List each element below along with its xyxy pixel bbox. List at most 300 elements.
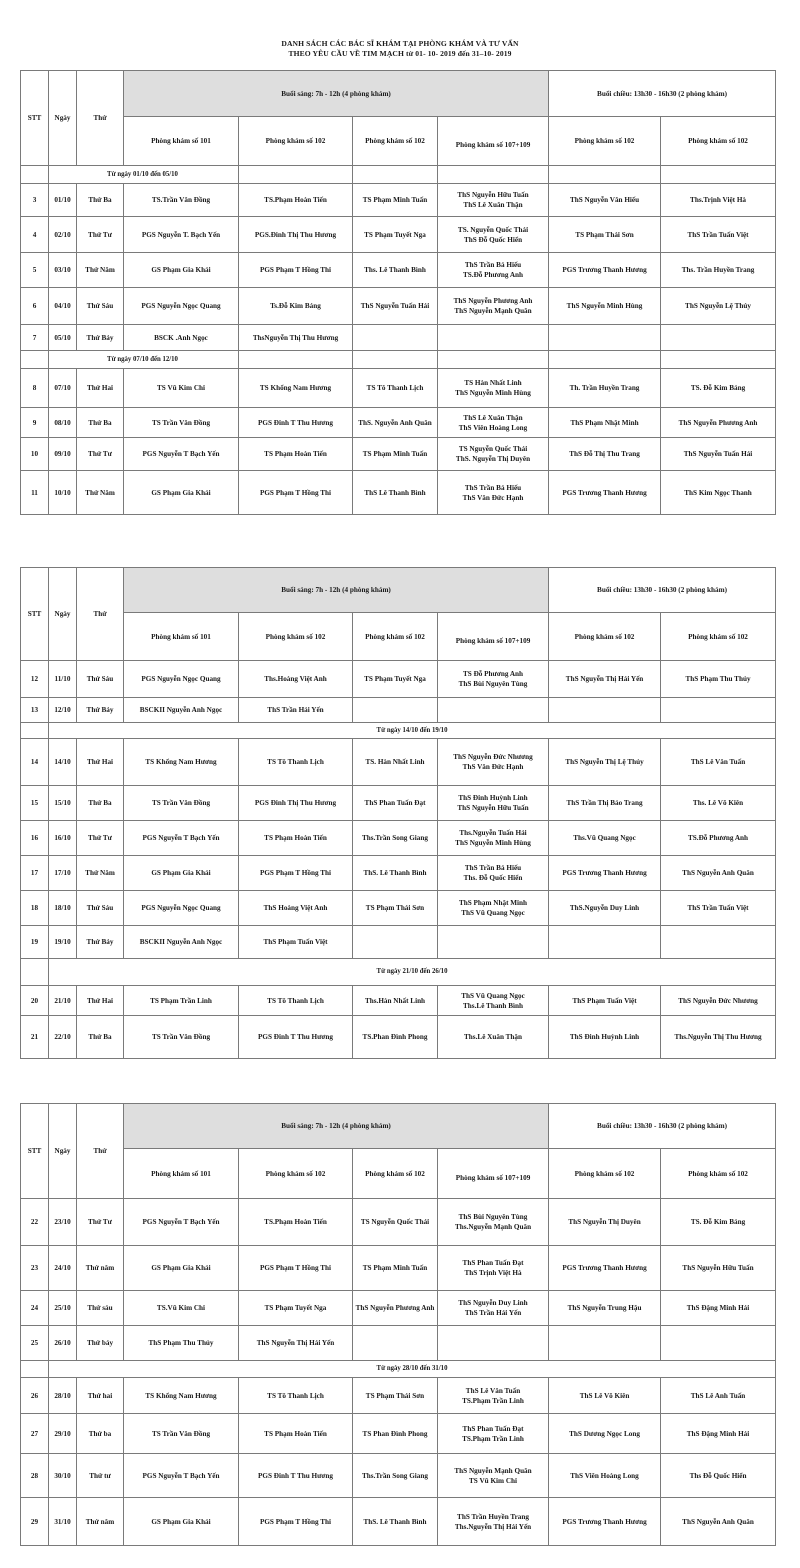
doctor-name: TS Trần Văn Đồng xyxy=(151,1429,211,1438)
doctor-name: PGS Trương Thanh Hương xyxy=(562,1517,647,1526)
date-cell: 22/10 xyxy=(49,1016,77,1059)
room-header: Phòng khám số 102 xyxy=(239,1149,353,1199)
doctor-name: TS Phạm Thái Sơn xyxy=(365,1391,425,1400)
date-cell: 01/10 xyxy=(49,184,77,217)
schedule-table xyxy=(20,70,776,515)
doctor-cell xyxy=(353,1016,438,1059)
date-cell: 08/10 xyxy=(49,408,77,438)
doctor-name: TS Tô Thanh Lịch xyxy=(267,1391,324,1400)
doctor-name: ThS Bùi Nguyên Tùng xyxy=(458,680,528,688)
schedule-row xyxy=(21,438,776,471)
doctor-name: TS Nguyễn Quốc Thái xyxy=(360,1218,430,1226)
doctor-name: ThS Dương Ngọc Long xyxy=(569,1429,640,1438)
doctor-cell xyxy=(239,1326,353,1361)
schedule-row xyxy=(21,471,776,515)
room-header: Phòng khám số 102 xyxy=(239,117,353,166)
weekday-cell: Thứ Hai xyxy=(77,986,124,1016)
doctor-cell xyxy=(438,325,549,351)
doctor-name: TS Trần Văn Đồng xyxy=(151,1033,211,1041)
doctor-name: TS Khổng Nam Hương xyxy=(145,1391,217,1400)
date-cell: 11/10 xyxy=(49,661,77,698)
stt-cell: 5 xyxy=(21,253,49,288)
stt-cell: 14 xyxy=(21,739,49,786)
stt-cell: 4 xyxy=(21,217,49,253)
doctor-name: Ths.Lê Xuân Thận xyxy=(464,1033,523,1041)
schedule-row xyxy=(21,1498,776,1546)
stt-cell: 26 xyxy=(21,1378,49,1414)
doctor-cell xyxy=(124,1016,239,1059)
doctor-name: Ths.Nguyễn Thị Hải Yến xyxy=(454,1522,532,1531)
doctor-name: PGS Trương Thanh Hương xyxy=(562,266,647,274)
stt-cell: 27 xyxy=(21,1414,49,1454)
doctor-cell xyxy=(353,1199,438,1246)
doctor-cell xyxy=(438,217,549,253)
date-cell: 21/10 xyxy=(49,986,77,1016)
doctor-name: PGS Trương Thanh Hương xyxy=(562,488,647,497)
header-row xyxy=(21,71,776,117)
date-cell: 10/10 xyxy=(49,471,77,515)
section-blank-cell xyxy=(661,166,776,184)
schedule-row xyxy=(21,288,776,325)
doctor-cell xyxy=(661,1498,776,1546)
room-header: Phòng khám số 102 xyxy=(353,613,438,661)
doctor-cell xyxy=(549,698,661,723)
doctor-cell xyxy=(124,1199,239,1246)
doctor-cell xyxy=(549,288,661,325)
doctor-name: TS Tô Thanh Lịch xyxy=(267,996,324,1005)
doctor-name: PGS Nguyễn T Bạch Yến xyxy=(142,1471,220,1480)
doctor-cell xyxy=(661,1414,776,1454)
date-cell: 07/10 xyxy=(49,369,77,408)
stt-cell: 8 xyxy=(21,369,49,408)
doctor-name: ThS Trịnh Việt Hà xyxy=(464,1269,522,1277)
doctor-cell xyxy=(239,1016,353,1059)
doctor-cell xyxy=(353,926,438,959)
doctor-name: TS Phạm Thái Sơn xyxy=(365,904,425,912)
doctor-cell xyxy=(353,325,438,351)
doctor-cell xyxy=(353,1454,438,1498)
doctor-name: ThS Lê Văn Tuấn xyxy=(465,1386,521,1395)
doctor-name: TS Phạm Hoàn Tiến xyxy=(264,450,327,458)
doctor-name: ThS Lê Võ Kiên xyxy=(579,1391,630,1400)
doctor-name: Ths.Hàn Nhất Linh xyxy=(364,996,426,1005)
doctor-name: Ts.Đỗ Kim Bảng xyxy=(270,302,321,310)
doctor-name: TS. Đỗ Kim Bảng xyxy=(690,1218,746,1226)
doctor-name: GS Phạm Gia Khải xyxy=(151,488,211,497)
week-range-label: Từ ngày 01/10 đến 05/10 xyxy=(49,166,239,184)
doctor-name: ThS Nguyễn Thị Hải Yến xyxy=(565,675,644,683)
doctor-cell xyxy=(661,184,776,217)
schedule-row xyxy=(21,739,776,786)
section-blank-cell xyxy=(438,166,549,184)
doctor-cell xyxy=(353,369,438,408)
room-header: Phòng khám số 107+109 xyxy=(438,117,549,166)
doctor-name: TS Khổng Nam Hương xyxy=(259,384,332,392)
weekday-cell: Thứ Bảy xyxy=(77,926,124,959)
doctor-name: BSCKII Nguyễn Anh Ngọc xyxy=(139,706,223,714)
doctor-name: ThS Nguyễn Minh Hùng xyxy=(566,302,643,310)
schedule-row xyxy=(21,1326,776,1361)
title-line-2: THEO YÊU CẦU VỀ TIM MẠCH từ 01- 10- 2019 đến 31–10- 2019 xyxy=(288,48,512,58)
doctor-cell xyxy=(124,1414,239,1454)
doctor-name: ThS Nguyễn Tuấn Hải xyxy=(360,302,430,310)
doctor-name: PGS Đinh T Thu Hương xyxy=(257,1033,333,1041)
doctor-name: Ths.Nguyễn Mạnh Quân xyxy=(454,1223,532,1231)
doctor-cell xyxy=(353,288,438,325)
doctor-name: ThS Đỗ Thị Thu Trang xyxy=(569,450,640,458)
section-stt-blank xyxy=(21,1361,49,1378)
doctor-name: Ths Đỗ Quốc Hiển xyxy=(689,1471,747,1480)
stt-cell: 23 xyxy=(21,1246,49,1291)
section-stt-blank xyxy=(21,166,49,184)
doctor-name: ThS Nguyễn Trung Hậu xyxy=(567,1304,642,1312)
room-header-row xyxy=(21,117,776,166)
doctor-name: TS Phạm Tuyết Nga xyxy=(364,675,426,683)
doctor-name: ThS Vũ Quang Ngọc xyxy=(461,909,525,917)
doctor-name: ThS Phạm Tuấn Việt xyxy=(572,996,637,1005)
doctor-name: Ths.Trịnh Việt Hà xyxy=(690,196,747,204)
room-header: Phòng khám số 107+109 xyxy=(438,613,549,661)
date-cell: 16/10 xyxy=(49,821,77,856)
doctor-cell xyxy=(239,1199,353,1246)
doctor-name: TS.Phạm Hoàn Tiến xyxy=(264,1218,327,1226)
doctor-cell xyxy=(549,1291,661,1326)
date-cell: 18/10 xyxy=(49,891,77,926)
doctor-name: TS. Hàn Nhất Linh xyxy=(365,758,425,766)
doctor-name: PGS Nguyễn Ngọc Quang xyxy=(141,675,221,683)
room-header-row xyxy=(21,613,776,661)
doctor-name: PGS Phạm T Hồng Thi xyxy=(259,869,332,877)
doctor-cell xyxy=(124,698,239,723)
doctor-name: ThS Đặng Minh Hải xyxy=(686,1304,750,1312)
doctor-name: Ths.Trần Song Giang xyxy=(362,834,428,842)
schedule-row xyxy=(21,408,776,438)
weekday-cell: Thứ tư xyxy=(77,1454,124,1498)
doctor-cell xyxy=(549,325,661,351)
schedule-row xyxy=(21,786,776,821)
date-cell: 04/10 xyxy=(49,288,77,325)
doctor-cell xyxy=(353,408,438,438)
doctor-cell xyxy=(124,288,239,325)
afternoon-session-header: Buổi chiều: 13h30 - 16h30 (2 phòng khám) xyxy=(549,1104,776,1149)
weekday-cell: Thứ Hai xyxy=(77,369,124,408)
date-cell: 30/10 xyxy=(49,1454,77,1498)
doctor-cell xyxy=(661,408,776,438)
doctor-name: BSCKII Nguyễn Anh Ngọc xyxy=(139,938,223,946)
doctor-name: ThS Trần Tuấn Việt xyxy=(687,230,749,239)
doctor-cell xyxy=(239,661,353,698)
doctor-name: TS.Đỗ Phương Anh xyxy=(463,271,524,279)
doctor-cell xyxy=(438,739,549,786)
doctor-cell xyxy=(239,253,353,288)
doctor-cell xyxy=(124,986,239,1016)
doctor-name: ThS Văn Đức Hạnh xyxy=(462,763,524,771)
doctor-name: PGS Nguyễn Ngọc Quang xyxy=(141,302,221,310)
doctor-cell xyxy=(438,1498,549,1546)
doctor-name: TS.Phạm Trần Linh xyxy=(462,1434,524,1443)
weekday-cell: Thứ Sáu xyxy=(77,288,124,325)
morning-session-header: Buổi sáng: 7h - 12h (4 phòng khám) xyxy=(124,1104,549,1149)
stt-cell: 28 xyxy=(21,1454,49,1498)
doctor-name: TS Đỗ Phương Anh xyxy=(463,670,524,678)
afternoon-session-header: Buổi chiều: 13h30 - 16h30 (2 phòng khám) xyxy=(549,71,776,117)
doctor-name: PGS Đinh T Thu Hương xyxy=(257,1471,333,1480)
doctor-cell xyxy=(239,739,353,786)
doctor-cell xyxy=(661,288,776,325)
schedule-row xyxy=(21,1454,776,1498)
doctor-name: TS Phạm Minh Tuấn xyxy=(362,450,428,458)
doctor-cell xyxy=(438,288,549,325)
date-cell: 24/10 xyxy=(49,1246,77,1291)
schedule-row xyxy=(21,369,776,408)
doctor-cell xyxy=(661,1454,776,1498)
section-blank-cell xyxy=(549,351,661,369)
doctor-name: BSCK .Anh Ngọc xyxy=(154,333,208,342)
section-blank-cell xyxy=(239,166,353,184)
doctor-name: ThS Đỗ Quốc Hiển xyxy=(463,235,523,244)
doctor-name: Ths. Đỗ Quốc Hiển xyxy=(463,874,523,882)
doctor-name: TS Hàn Nhất Linh xyxy=(464,379,522,387)
doctor-cell xyxy=(239,369,353,408)
doctor-cell xyxy=(124,1291,239,1326)
doctor-name: ThS Nguyễn Hữu Tuấn xyxy=(457,191,529,199)
stt-cell: 18 xyxy=(21,891,49,926)
doctor-name: PGS Phạm T Hồng Thi xyxy=(259,488,332,497)
room-header: Phòng khám số 102 xyxy=(549,613,661,661)
schedule-row xyxy=(21,986,776,1016)
doctor-name: ThS Lê Xuân Thận xyxy=(463,201,523,209)
doctor-name: GS Phạm Gia Khải xyxy=(151,1264,211,1272)
doctor-cell xyxy=(549,739,661,786)
schedule-table xyxy=(20,1103,776,1546)
doctor-cell xyxy=(353,1326,438,1361)
date-cell: 25/10 xyxy=(49,1291,77,1326)
room-header: Phòng khám số 102 xyxy=(353,117,438,166)
week-section-row xyxy=(21,723,776,739)
doctor-name: TS Vũ Kim Chi xyxy=(157,384,205,392)
doctor-cell xyxy=(353,786,438,821)
weekday-cell: Thứ Sáu xyxy=(77,891,124,926)
doctor-cell xyxy=(353,217,438,253)
doctor-cell xyxy=(124,1246,239,1291)
weekday-cell: Thứ Tư xyxy=(77,217,124,253)
date-cell: 23/10 xyxy=(49,1199,77,1246)
doctor-cell xyxy=(239,1378,353,1414)
doctor-cell xyxy=(239,184,353,217)
schedule-row xyxy=(21,184,776,217)
doctor-cell xyxy=(549,471,661,515)
doctor-cell xyxy=(661,217,776,253)
doctor-name: Ths. Lê Thanh Bình xyxy=(364,266,426,274)
date-cell: 29/10 xyxy=(49,1414,77,1454)
section-blank-cell xyxy=(438,351,549,369)
doctor-cell xyxy=(549,926,661,959)
doctor-name: TS.Phan Đình Phong xyxy=(362,1033,428,1041)
doctor-cell xyxy=(661,926,776,959)
doctor-cell xyxy=(661,438,776,471)
doctor-name: ThS Nguyễn Hữu Tuấn xyxy=(457,804,529,812)
room-header: Phòng khám số 102 xyxy=(353,1149,438,1199)
stt-cell: 6 xyxy=(21,288,49,325)
doctor-name: ThsNguyễn Thị Thu Hương xyxy=(252,333,339,342)
room-header: Phòng khám số 102 xyxy=(661,117,776,166)
title-line-1: DANH SÁCH CÁC BÁC SĨ KHÁM TẠI PHÒNG KHÁM VÀ TƯ VẤN xyxy=(281,39,519,48)
schedule-row xyxy=(21,698,776,723)
doctor-cell xyxy=(353,1414,438,1454)
doctor-cell xyxy=(661,1326,776,1361)
doctor-name: TS Tô Thanh Lịch xyxy=(267,758,324,766)
doctor-cell xyxy=(239,288,353,325)
doctor-cell xyxy=(353,986,438,1016)
doctor-cell xyxy=(549,986,661,1016)
doctor-name: TS Vũ Kim Chi xyxy=(469,1476,518,1485)
doctor-cell xyxy=(124,856,239,891)
section-stt-blank xyxy=(21,959,49,986)
stt-cell: 3 xyxy=(21,184,49,217)
doctor-name: ThS Nguyễn Văn Hiếu xyxy=(569,196,640,204)
doctor-name: Ths.Hoàng Việt Anh xyxy=(264,675,327,683)
column-header-thu: Thứ xyxy=(77,1104,124,1199)
doctor-name: ThS Hoàng Việt Anh xyxy=(263,904,328,912)
room-header: Phòng khám số 101 xyxy=(124,117,239,166)
week-range-label: Từ ngày 28/10 đến 31/10 xyxy=(49,1361,776,1378)
weekday-cell: Thứ bảy xyxy=(77,1326,124,1361)
doctor-cell xyxy=(239,408,353,438)
date-cell: 03/10 xyxy=(49,253,77,288)
doctor-cell xyxy=(239,926,353,959)
doctor-name: TS Phạm Tuyết Nga xyxy=(264,1304,327,1312)
doctor-cell xyxy=(239,786,353,821)
doctor-name: ThS Phạm Nhật Minh xyxy=(458,899,528,907)
section-blank-cell xyxy=(353,351,438,369)
room-header: Phòng khám số 102 xyxy=(661,613,776,661)
doctor-cell xyxy=(438,1016,549,1059)
doctor-cell xyxy=(124,325,239,351)
weekday-cell: Thứ Bảy xyxy=(77,698,124,723)
doctor-name: ThS Trần Hải Yến xyxy=(267,706,324,714)
doctor-name: ThS Viên Hoàng Long xyxy=(570,1471,639,1480)
schedule-row xyxy=(21,325,776,351)
doctor-name: ThS.Nguyễn Duy Linh xyxy=(569,904,640,912)
week-section-row xyxy=(21,1361,776,1378)
room-header: Phòng khám số 101 xyxy=(124,613,239,661)
doctor-cell xyxy=(438,184,549,217)
doctor-name: Ths. Lê Võ Kiên xyxy=(692,799,744,807)
doctor-cell xyxy=(661,325,776,351)
date-cell: 17/10 xyxy=(49,856,77,891)
doctor-cell xyxy=(549,1326,661,1361)
doctor-cell xyxy=(661,856,776,891)
doctor-cell xyxy=(353,1378,438,1414)
room-header: Phòng khám số 102 xyxy=(239,613,353,661)
doctor-name: ThS. Nguyễn Thị Duyên xyxy=(455,455,531,463)
doctor-name: ThS Phan Tuấn Đạt xyxy=(462,1259,524,1267)
doctor-cell xyxy=(661,1199,776,1246)
doctor-cell xyxy=(124,1378,239,1414)
doctor-cell xyxy=(438,1326,549,1361)
weekday-cell: Thứ Năm xyxy=(77,856,124,891)
doctor-name: ThS Phạm Thu Thủy xyxy=(148,1339,214,1347)
doctor-name: TS Khổng Nam Hương xyxy=(145,758,217,766)
doctor-cell xyxy=(124,926,239,959)
column-header-stt: STT xyxy=(21,1104,49,1199)
doctor-name: ThS Phan Tuấn Đạt xyxy=(462,1424,524,1433)
doctor-name: ThS. Lê Thanh Bình xyxy=(363,1517,427,1526)
doctor-cell xyxy=(239,438,353,471)
doctor-name: ThS Nguyễn Mạnh Quân xyxy=(454,307,532,315)
doctor-cell xyxy=(353,821,438,856)
stt-cell: 7 xyxy=(21,325,49,351)
doctor-cell xyxy=(438,369,549,408)
doctor-cell xyxy=(239,891,353,926)
doctor-cell xyxy=(124,253,239,288)
doctor-name: ThS Nguyễn Đức Nhương xyxy=(678,996,758,1005)
doctor-name: ThS Nguyễn Tuấn Hải xyxy=(683,450,753,458)
doctor-cell xyxy=(124,369,239,408)
doctor-cell xyxy=(549,1199,661,1246)
doctor-name: ThS Bùi Nguyên Tùng xyxy=(458,1213,528,1221)
stt-cell: 21 xyxy=(21,1016,49,1059)
doctor-name: PGS Phạm T Hồng Thi xyxy=(259,1264,332,1272)
column-header-thu: Thứ xyxy=(77,71,124,166)
doctor-cell xyxy=(661,698,776,723)
stt-cell: 29 xyxy=(21,1498,49,1546)
column-header-ngay: Ngày xyxy=(49,568,77,661)
doctor-cell xyxy=(353,184,438,217)
doctor-cell xyxy=(438,408,549,438)
stt-cell: 24 xyxy=(21,1291,49,1326)
doctor-cell xyxy=(549,891,661,926)
doctor-cell xyxy=(661,369,776,408)
doctor-cell xyxy=(124,1454,239,1498)
doctor-name: Th. Trần Huyền Trang xyxy=(569,384,640,392)
doctor-name: ThS Nguyễn Thị Duyên xyxy=(568,1218,641,1226)
doctor-cell xyxy=(353,739,438,786)
doctor-cell xyxy=(124,891,239,926)
doctor-name: TS. Nguyễn Quốc Thái xyxy=(457,225,529,234)
doctor-cell xyxy=(661,986,776,1016)
weekday-cell: Thứ năm xyxy=(77,1246,124,1291)
doctor-cell xyxy=(438,786,549,821)
doctor-cell xyxy=(661,1378,776,1414)
doctor-name: GS Phạm Gia Khải xyxy=(151,266,211,274)
doctor-cell xyxy=(661,471,776,515)
doctor-cell xyxy=(353,253,438,288)
doctor-cell xyxy=(549,1498,661,1546)
room-header: Phòng khám số 107+109 xyxy=(438,1149,549,1199)
week-section-row xyxy=(21,166,776,184)
doctor-name: PGS Phạm T Hồng Thi xyxy=(259,1517,332,1526)
schedule-row xyxy=(21,1016,776,1059)
weekday-cell: Thứ Năm xyxy=(77,471,124,515)
header-row xyxy=(21,568,776,613)
doctor-name: ThS Phạm Nhật Minh xyxy=(570,418,639,427)
doctor-name: PGS Nguyễn T Bạch Yến xyxy=(142,450,220,458)
room-header: Phòng khám số 102 xyxy=(549,117,661,166)
doctor-cell xyxy=(438,1378,549,1414)
stt-cell: 25 xyxy=(21,1326,49,1361)
schedule-row xyxy=(21,1378,776,1414)
doctor-cell xyxy=(549,253,661,288)
column-header-ngay: Ngày xyxy=(49,1104,77,1199)
doctor-name: ThS Lê Thanh Bình xyxy=(364,488,426,497)
doctor-cell xyxy=(549,661,661,698)
doctor-name: ThS Trần Tuấn Việt xyxy=(687,904,749,912)
week-range-label: Từ ngày 21/10 đến 26/10 xyxy=(49,959,776,986)
doctor-cell xyxy=(438,438,549,471)
doctor-cell xyxy=(239,1454,353,1498)
weekday-cell: Thứ Sáu xyxy=(77,661,124,698)
